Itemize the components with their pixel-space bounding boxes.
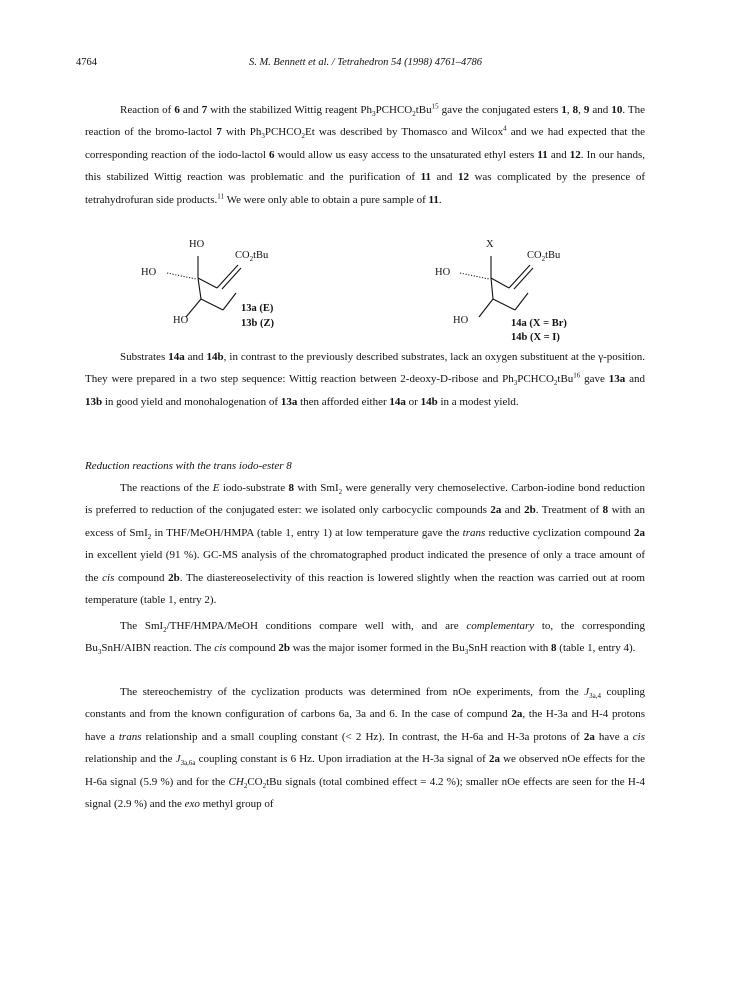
paragraph-substrates-14: Substrates 14a and 14b, in contrast to the previously described substrates, lack an oxygen substituent at the γ-position. They were prepared in a two step sequence: Wittig reaction between 2-deoxy-D-ribose and $Ph_3PCHCO_2tBu^{16}$ gave 13a and 13b in good yield and monohalogenation of 13a then afforded either 14a or 14b in a modest yield. bbox=[85, 351, 645, 408]
section-heading: Reduction reactions with the trans iodo-ester 8 bbox=[85, 460, 292, 472]
left-ring-oh: HO bbox=[141, 267, 157, 278]
structure-drawings bbox=[0, 238, 731, 348]
left-top-oh: HO bbox=[189, 239, 205, 250]
paragraph-complementary: The SmI$_2$/THF/HMPA/MeOH conditions compare well with, and are complementary to, the corresponding $Bu_3SnH$/AIBN reaction. The cis compound 2b was the major isomer formed in the $Bu_3SnH$ reaction with 8 (table 1, entry 4). bbox=[85, 620, 645, 657]
page-number: 4764 bbox=[76, 57, 97, 68]
right-ester-label: $CO_2tBu$ bbox=[527, 250, 561, 264]
compound-14a: 14a (X = Br) bbox=[511, 318, 567, 329]
chemical-scheme bbox=[0, 238, 731, 348]
compound-14b: 14b (X = I) bbox=[511, 332, 560, 343]
left-ester-label: $CO_2tBu$ bbox=[235, 250, 269, 264]
paragraph-stereochemistry: The stereochemistry of the cyclization products was determined from nOe experiments, from the $J_{3a,4}$ coupling constants and from the known configuration of carbons 6a, 3a and 6. In the case of compund 2a, the H-3a and H-4 protons have a trans relationship and a small coupling constant (< 2 Hz). In contrast, the H-6a and H-3a protons of 2a have a cis relationship and the $J_{3a,6a}$ coupling constant is 6 Hz. Upon irradiation at the H-3a signal of 2a we observed nOe effects for the H-6a signal (5.9 %) and for the $CH_2CO_2tBu$ signals (total combined effect = 4.2 %); smaller nOe effects are seen for the H-4 signal (2.9 %) and the exo methyl group of bbox=[85, 686, 646, 811]
running-header-citation: S. M. Bennett et al. / Tetrahedron 54 (1998) 4761–4786 bbox=[248, 57, 483, 68]
right-bottom-oh: HO bbox=[453, 315, 469, 326]
paragraph-wittig-esters: Reaction of 6 and 7 with the stabilized Wittig reagent $Ph_3PCHCO_2tBu^{15}$ gave the conjugated esters 1, 8, 9 and 10. The reaction of the bromo-lactol 7 with $Ph_3PCHCO_2Et$ was described by Thomasco and Wilcox$^4$ and we had expected that the corresponding reaction of the iodo-lactol 6 would allow us easy access to the unsaturated ethyl esters 11 and 12. In our hands, this stabilized Wittig reaction was problematic and the purification of 11 and 12 was complicated by the presence of tetrahydrofuran side products.$^{11}$ We were only able to obtain a pure sample of 11. bbox=[85, 102, 646, 206]
right-top-x: X bbox=[486, 239, 494, 250]
paragraph-smi2-reactions: The reactions of the E iodo-substrate 8 with SmI$_2$ were generally very chemoselective. Carbon-iodine bond reduction is preferred to reduction of the conjugated ester: we isolated only carbocyclic compounds 2a and 2b. Treatment of 8 with an excess of SmI$_2$ in THF/MeOH/HMPA (table 1, entry 1) at low temperature gave the trans reductive cyclization compound 2a in excellent yield (91 %). GC-MS analysis of the chromatographed product indicated the presence of only a trace amount of the cis compound 2b. The diastereoselectivity of this reaction is lowered slightly when the reaction was carried out at room temperature (table 1, entry 2). bbox=[85, 482, 645, 607]
left-bottom-oh: HO bbox=[173, 315, 189, 326]
right-ring-oh: HO bbox=[435, 267, 451, 278]
compound-13a: 13a (E) bbox=[241, 303, 274, 314]
compound-13b: 13b (Z) bbox=[241, 318, 274, 329]
